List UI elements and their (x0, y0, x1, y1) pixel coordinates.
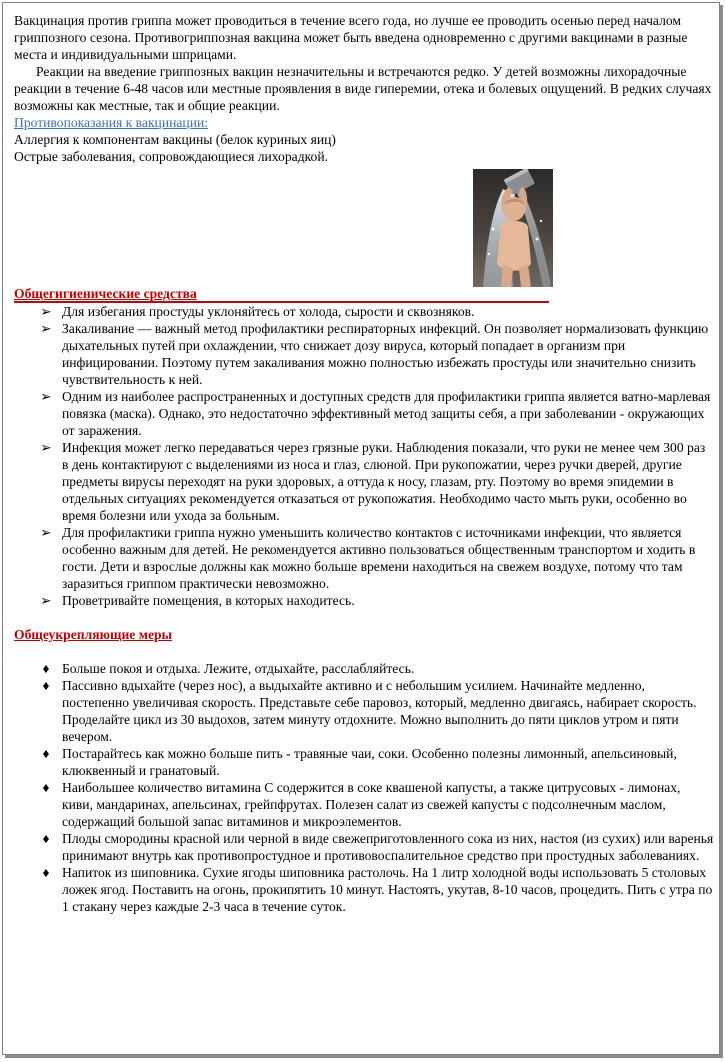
list-item: ➢ Закаливание — важный метод профилактики респираторных инфекций. Он позволяет нормализовать функцию дыхательных путей при охлаждении, что снижает дозу вируса, который попадает в организм при инфицировании. Поэтому путем закаливания можно полностью избежать простуды или значительно снизить чувствительность к ней. (40, 321, 709, 387)
list-item: ➢ Проветривайте помещения, в которых находитесь. (40, 593, 355, 608)
list-item: ➢ Одним из наиболее распространенных и доступных средств для профилактики гриппа является ватно-марлевая повязка (маска). Однако, это недостаточно эффективный метод защиты себя, а при заболевании - окружающих от заражения. (40, 389, 711, 438)
intro-paragraph-1: Вакцинация против гриппа может проводиться в течение всего года, но лучше ее проводить осенью перед началом гриппозного сезона. Противогриппозная вакцина может быть введена одновременно с другими вакцинами в разные места и индивидуальными шприцами. (14, 13, 688, 62)
arrow-bullet-icon: ➢ (40, 440, 52, 455)
arrow-bullet-icon: ➢ (40, 593, 52, 608)
list-item: ➢ Для профилактики гриппа нужно уменьшить количество контактов с источниками инфекции, что является особенно важным для детей. Не рекомендуется активно пользоваться общественным транспортом и ходить в гости. Дети и взрослые должны как можно больше времени находиться на свежем воздухе, потому что там заразиться гриппом практически невозможно. (40, 525, 696, 591)
hygiene-heading: Общегигиенические средства (14, 286, 197, 301)
arrow-bullet-icon: ➢ (40, 321, 52, 336)
diamond-bullet-icon: ♦ (42, 865, 50, 880)
list-item: ♦ Больше покоя и отдыха. Лежите, отдыхайте, расслабляйтесь. (14, 660, 714, 677)
list-item: ➢ Инфекция может легко передаваться через грязные руки. Наблюдения показали, что руки не менее чем 300 раз в день контактируют с выделениями из носа и глаз, слюной. При рукопожатии, через ручки дверей, другие предметы вирусы переходят на руки здоровых, а оттуда к носу, глазам, рту. Поэтому во время эпидемии в отдельных ситуациях рекомендуется отказаться от рукопожатия. Необходимо часто мыть руки, особенно во время болезни или ухода за больным. (40, 440, 706, 523)
arrow-bullet-icon: ➢ (40, 525, 52, 540)
strengthening-list (14, 660, 714, 915)
child-dousing-water-photo (473, 169, 553, 287)
strengthening-heading: Общеукрепляющие меры (14, 627, 173, 642)
diamond-bullet-icon: ♦ (42, 678, 50, 693)
list-item: ♦ Постарайтесь как можно больше пить - травяные чаи, соки. Особенно полезны лимонный, апельсиновый, клюквенный и гранатовый. (14, 745, 714, 779)
contraindication-item: Аллергия к компонентам вакцины (белок куриных яиц) (14, 132, 336, 147)
list-item: ♦ Плоды смородины красной или черной в виде свежеприготовленного сока из них, настоя (из сухих) или варенья принимают внутрь как противопростудное и противовоспалительное средство при простудных заболеваниях. (14, 830, 714, 864)
list-item: ➢ Для избегания простуды уклоняйтесь от холода, сырости и сквозняков. (40, 304, 475, 319)
diamond-bullet-icon: ♦ (42, 780, 50, 795)
list-item: ♦ Пассивно вдыхайте (через нос), а выдыхайте активно и с небольшим усилием. Начинайте медленно, постепенно увеличивая скорость. Представьте себе паровоз, который, медленно двигаясь, набирает скорость. Проделайте цикл из 30 выдохов, затем минуту отдохните. Можно выполнить до пяти циклов утром и пяти вечером. (14, 677, 714, 745)
intro-paragraph-2: Реакции на введение гриппозных вакцин незначительны и встречаются редко. У детей возможны лихорадочные реакции в течение 6-48 часов или местные проявления в виде гиперемии, отека и болевых ощущений. В редких случаях возможны как местные, так и общие реакции. (14, 64, 712, 113)
hygiene-list (14, 303, 714, 609)
list-item: ♦ Наибольшее количество витамина С содержится в соке квашеной капусты, а также цитрусовых - лимонах, киви, мандаринах, апельсинах, грейпфрутах. Полезен салат из свежей капусты с подсолнечным маслом, содержащий большой запас витаминов и микроэлементов. (14, 779, 714, 830)
arrow-bullet-icon: ➢ (40, 304, 52, 319)
contraindication-item: Острые заболевания, сопровождающиеся лихорадкой. (14, 149, 328, 164)
arrow-bullet-icon: ➢ (40, 389, 52, 404)
list-item: ♦ Напиток из шиповника. Сухие ягоды шиповника растолочь. На 1 литр холодной воды использовать 5 столовых ложек ягод. Поставить на огонь, прокипятить 10 минут. Настоять, укутав, 8-10 часов, процедить. Пить с утра по 1 стакану через каждые 2-3 часа в течение суток. (14, 864, 714, 915)
contraindications-link[interactable]: Противопоказания к вакцинации: (14, 115, 209, 130)
text-box-frame (2, 2, 720, 1055)
diamond-bullet-icon: ♦ (42, 831, 50, 846)
document-content (14, 12, 714, 915)
diamond-bullet-icon: ♦ (42, 746, 50, 761)
diamond-bullet-icon: ♦ (42, 661, 50, 676)
photo-area (14, 165, 714, 285)
